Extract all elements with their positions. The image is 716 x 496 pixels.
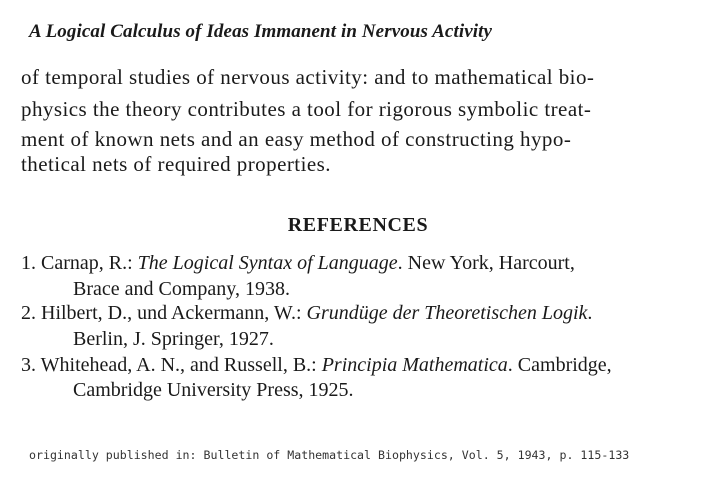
reference-1-line-2: Brace and Company, 1938. [73,278,290,300]
reference-3-line-2: Cambridge University Press, 1925. [73,379,354,401]
body-text-line: thetical nets of required properties. [21,152,331,176]
reference-authors: Carnap, R.: [41,252,138,274]
body-text-line: ment of known nets and an easy method of constructing hypo- [21,127,572,151]
reference-2-line-1 [21,302,592,325]
reference-title: Principia Mathematica [321,354,508,376]
reference-authors: Whitehead, A. N., and Russell, B.: [40,354,322,376]
reference-title: Grundüge der Theoretischen Logik [306,302,588,324]
reference-number: 3. [21,354,36,376]
reference-number: 1. [21,252,36,274]
reference-publisher: . Cambridge, [507,354,612,376]
reference-title: The Logical Syntax of Language [137,252,398,274]
references-heading: REFERENCES [287,214,429,236]
reference-number: 2. [21,302,36,324]
reference-3-line-1 [21,354,612,377]
reference-1-line-1 [21,252,575,275]
reference-publisher: . New York, Harcourt, [397,252,575,274]
running-head: A Logical Calculus of Ideas Immanent in Nervous Activity [29,21,493,42]
body-text-line: of temporal studies of nervous activity: and to mathematical bio- [21,65,595,89]
reference-publisher: . [587,302,593,324]
reference-2-line-2: Berlin, J. Springer, 1927. [73,328,274,350]
body-text-line: physics the theory contributes a tool for rigorous symbolic treat- [21,97,592,121]
reference-authors: Hilbert, D., und Ackermann, W.: [41,302,307,324]
publication-footer: originally published in: Bulletin of Mathematical Biophysics, Vol. 5, 1943, p. 115-133 [29,448,630,462]
